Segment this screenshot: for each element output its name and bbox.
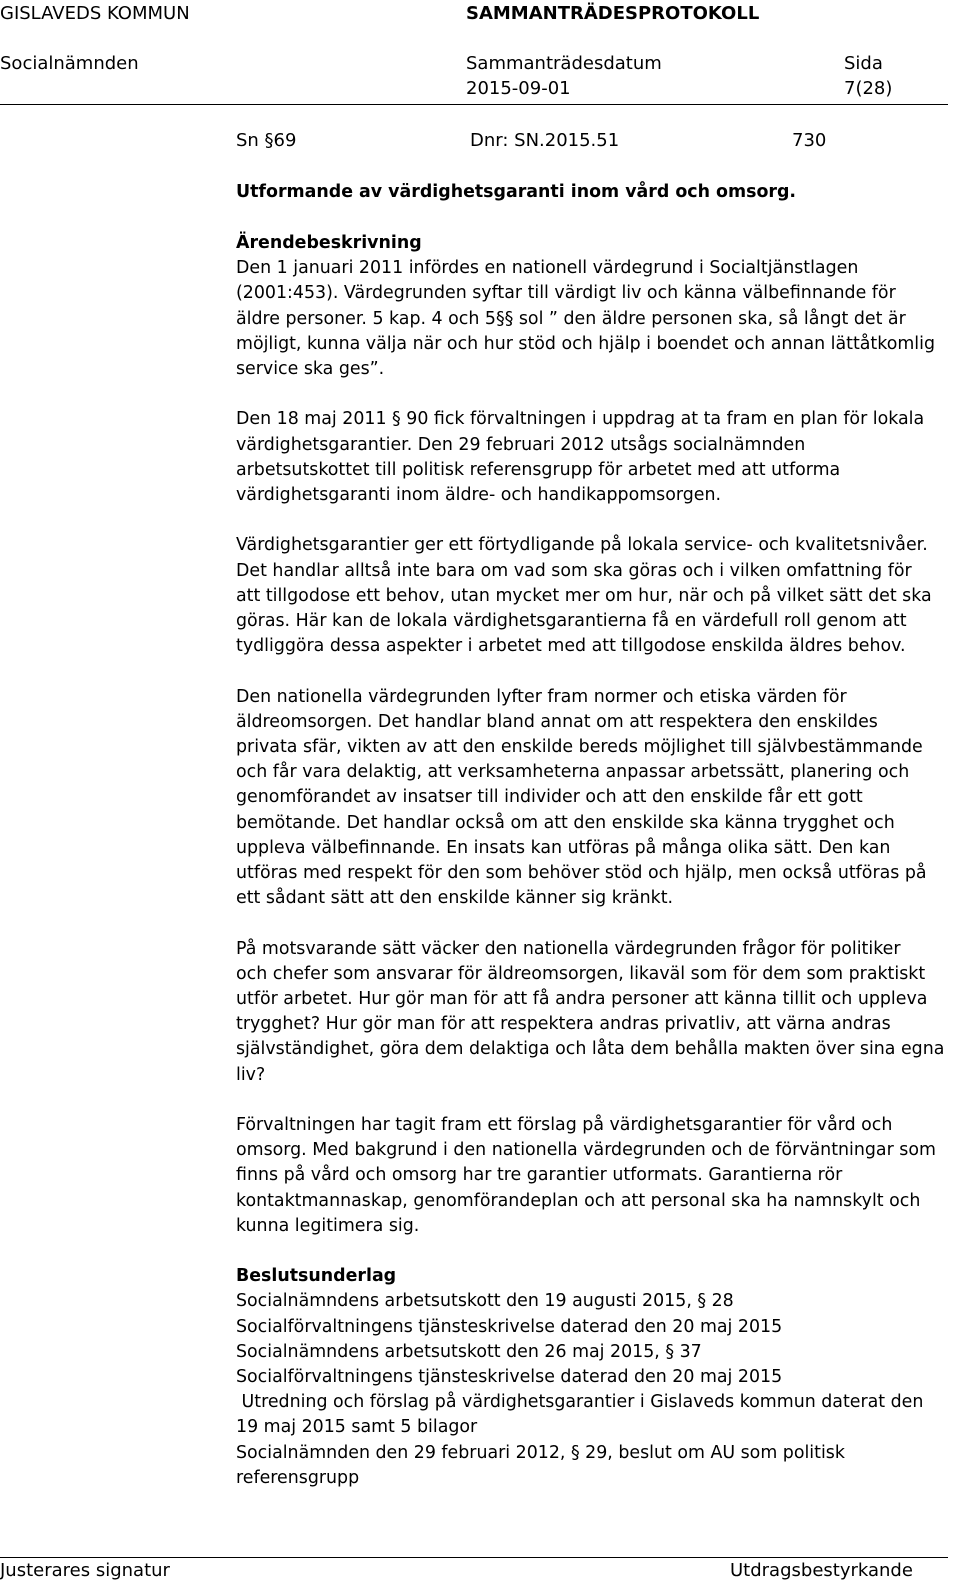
page-number: 7(28): [844, 78, 893, 99]
text-line: trygghet? Hur gör man för att respektera andras privatliv, att värna andras: [236, 1014, 891, 1035]
text-line: tydliggöra dessa aspekter i arbetet med att tillgodose enskilda äldres behov.: [236, 636, 906, 657]
text-line: Det handlar alltså inte bara om vad som ska göras och i vilken omfattning för: [236, 560, 912, 581]
page-label: Sida: [844, 53, 883, 74]
text-line: Förvaltningen har tagit fram ett förslag på värdighetsgarantier för vård och: [236, 1115, 893, 1136]
text-line: omsorg. Med bakgrund i den nationella värdegrunden och de förväntningar som: [236, 1140, 936, 1161]
description-paragraph: [236, 1113, 936, 1239]
description-paragraph: [236, 685, 936, 912]
case-code: 730: [792, 130, 827, 151]
meeting-date-label: Sammanträdesdatum: [466, 53, 662, 74]
text-line: Värdighetsgarantier ger ett förtydligande på lokala service- och kvalitetsnivåer.: [236, 535, 928, 556]
text-line: ett sådant sätt att den enskilde känner sig kränkt.: [236, 888, 674, 909]
text-line: möjligt, kunna välja när och hur stöd och hjälp i boendet och annan lättåtkomlig: [236, 333, 935, 354]
text-line: och chefer som ansvarar för äldreomsorgen, likaväl som för dem som praktiskt: [236, 963, 926, 984]
footer-signature-label: Justerares signatur: [0, 1560, 170, 1581]
text-line: utföras med respekt för den som behöver stöd och hjälp, men också utföras på: [236, 863, 927, 884]
text-line: kunna legitimera sig.: [236, 1215, 420, 1236]
basis-item: [236, 1315, 936, 1340]
text-line: Socialförvaltningens tjänsteskrivelse daterad den 20 maj 2015: [236, 1367, 783, 1388]
description-paragraph: [236, 533, 936, 659]
text-line: Socialnämnden den 29 februari 2012, § 29, beslut om AU som politisk: [236, 1442, 845, 1463]
municipality-name: GISLAVEDS KOMMUN: [0, 3, 190, 24]
text-line: värdighetsgaranti inom äldre- och handikappomsorgen.: [236, 485, 722, 506]
footer-divider: [0, 1557, 948, 1558]
description-heading: Ärendebeskrivning: [236, 233, 422, 253]
text-line: arbetsutskottet till politisk referensgrupp för arbetet med att utforma: [236, 459, 841, 480]
text-line: att tillgodose ett behov, utan mycket mer om hur, när och på vilket sätt det ska: [236, 585, 932, 606]
text-line: självständighet, göra dem delaktiga och låta dem behålla makten över sina egna: [236, 1039, 945, 1060]
text-line: (2001:453). Värdegrunden syftar till värdigt liv och känna välbefinnande för: [236, 283, 896, 304]
text-line: Utredning och förslag på värdighetsgarantier i Gislaveds kommun daterat den: [236, 1392, 924, 1413]
description-paragraphs: [236, 256, 945, 1239]
text-line: Socialförvaltningens tjänsteskrivelse daterad den 20 maj 2015: [236, 1316, 783, 1337]
case-title: Utformande av värdighetsgaranti inom vård och omsorg.: [236, 182, 797, 202]
board-name: Socialnämnden: [0, 53, 139, 74]
text-line: utför arbetet. Hur gör man för att få andra personer att känna tillit och uppleva: [236, 989, 928, 1010]
text-line: och får vara delaktig, att verksamheterna anpassar arbetssätt, planering och: [236, 762, 910, 783]
text-line: äldre personer. 5 kap. 4 och 5§§ sol ” den äldre personen ska, så långt det är: [236, 308, 906, 329]
basis-list: [236, 1289, 936, 1491]
basis-item: [236, 1289, 936, 1314]
text-line: Socialnämndens arbetsutskott den 26 maj 2015, § 37: [236, 1341, 702, 1362]
text-line: liv?: [236, 1064, 266, 1085]
text-line: göras. Här kan de lokala värdighetsgarantierna få en värdefull roll genom att: [236, 611, 907, 632]
text-line: 19 maj 2015 samt 5 bilagor: [236, 1417, 478, 1438]
text-line: äldreomsorgen. Det handlar bland annat om att respektera den enskildes: [236, 711, 878, 732]
text-line: Socialnämndens arbetsutskott den 19 augusti 2015, § 28: [236, 1291, 734, 1312]
description-paragraph: [236, 937, 945, 1088]
text-line: kontaktmannaskap, genomförandeplan och att personal ska ha namnskylt och: [236, 1190, 921, 1211]
basis-item: [236, 1390, 936, 1440]
case-paragraph: Sn §69: [236, 130, 297, 151]
text-line: bemötande. Det handlar också om att den enskilde ska känna trygghet och: [236, 812, 895, 833]
text-line: finns på vård och omsorg har tre garantier utformats. Garantierna rör: [236, 1165, 843, 1186]
footer-certification-label: Utdragsbestyrkande: [730, 1560, 913, 1581]
text-line: Den 18 maj 2011 § 90 fick förvaltningen i uppdrag at ta fram en plan för lokala: [236, 409, 925, 430]
description-paragraph: [236, 256, 936, 382]
basis-item: [236, 1365, 936, 1390]
description-paragraph: [236, 407, 936, 508]
text-line: privata sfär, vikten av att den enskilde bereds möjlighet till självbestämmande: [236, 737, 923, 758]
text-line: uppleva välbefinnande. En insats kan utföras på många olika sätt. Den kan: [236, 837, 891, 858]
basis-item: [236, 1441, 936, 1491]
document-type: SAMMANTRÄDESPROTOKOLL: [466, 3, 760, 24]
text-line: service ska ges”.: [236, 359, 385, 380]
text-line: På motsvarande sätt väcker den nationella värdegrunden frågor för politiker: [236, 938, 901, 959]
text-line: Den 1 januari 2011 infördes en nationell värdegrund i Socialtjänstlagen: [236, 258, 859, 279]
basis-heading: Beslutsunderlag: [236, 1266, 397, 1287]
text-line: genomförandet av insatser till individer och att den enskilde får ett gott: [236, 787, 863, 808]
basis-item: [236, 1340, 936, 1365]
header-divider: [0, 104, 948, 105]
document-body: [236, 231, 945, 1491]
case-dnr: Dnr: SN.2015.51: [470, 130, 620, 151]
text-line: referensgrupp: [236, 1467, 360, 1488]
text-line: värdighetsgarantier. Den 29 februari 2012 utsågs socialnämnden: [236, 434, 806, 455]
text-line: Den nationella värdegrunden lyfter fram normer och etiska värden för: [236, 686, 847, 707]
meeting-date: 2015-09-01: [466, 78, 571, 99]
